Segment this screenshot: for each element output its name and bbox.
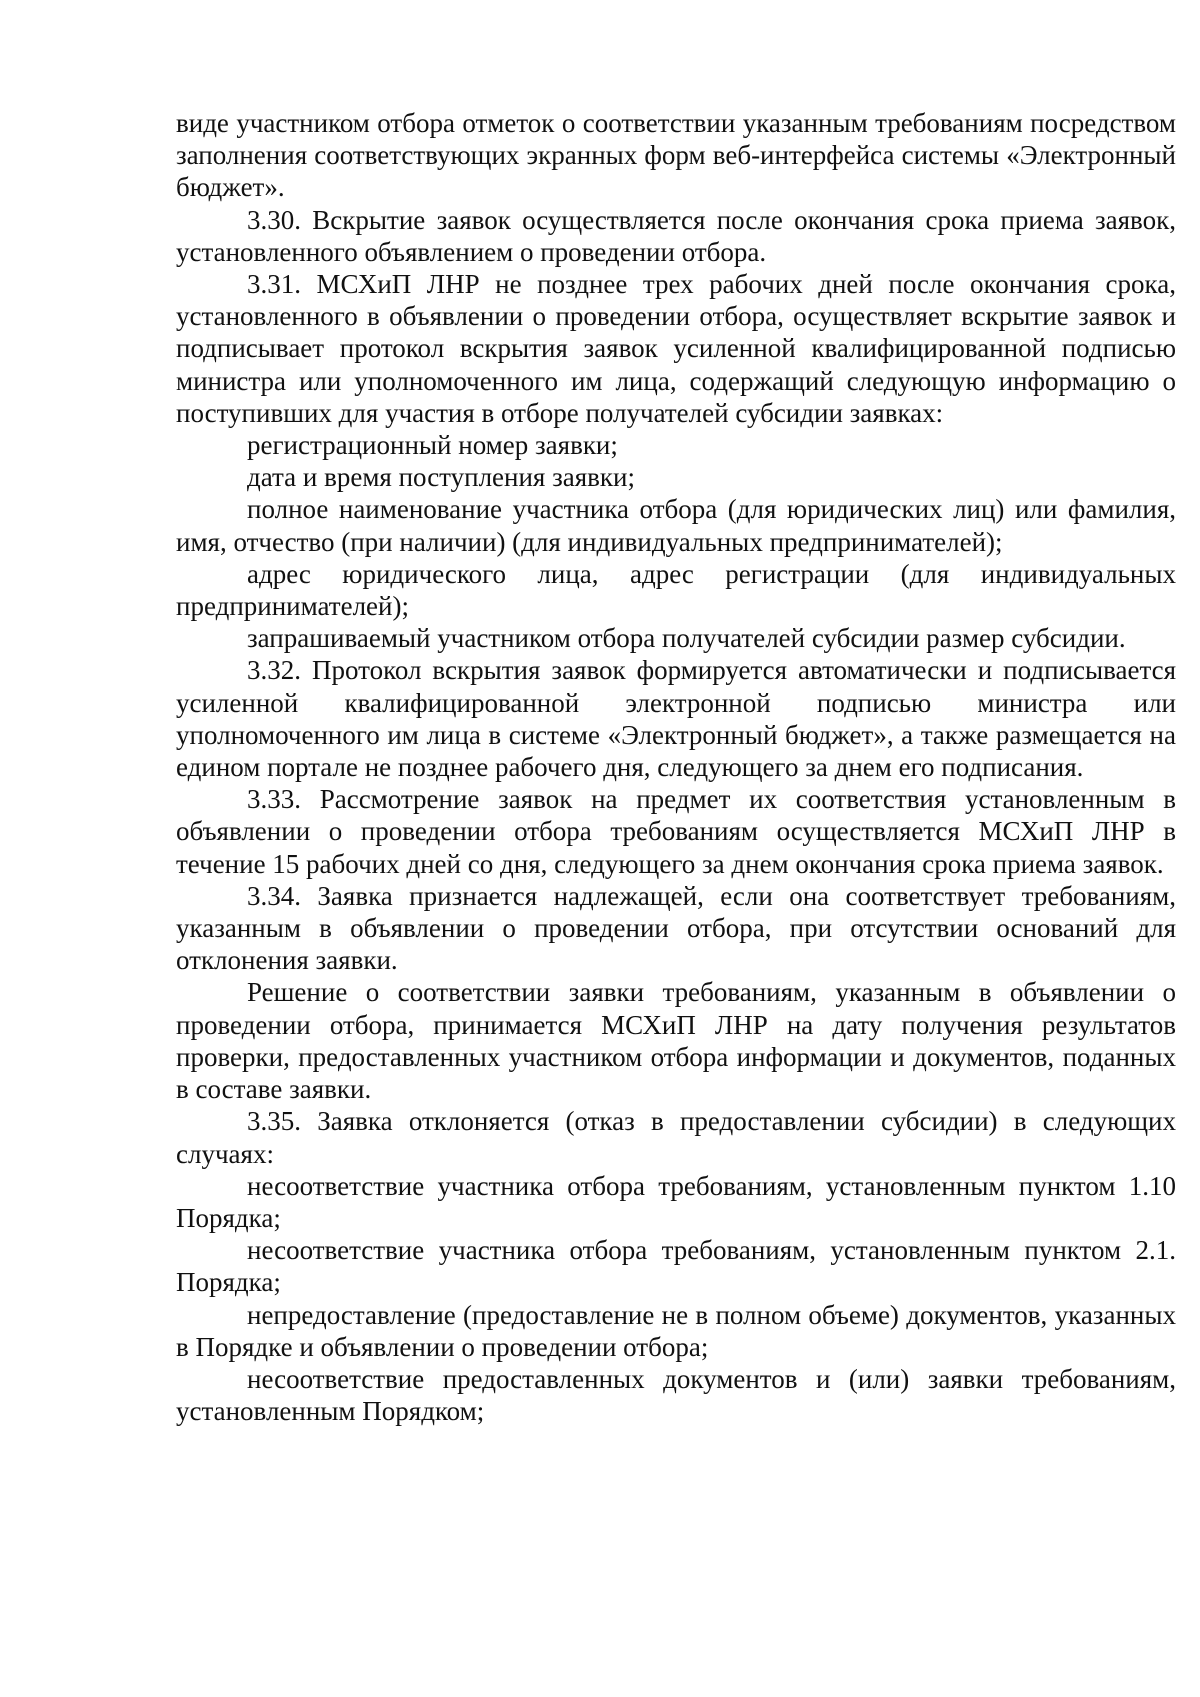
document-page [176,107,1176,1427]
list-item-documents-mismatch: несоответствие предоставленных документов и (или) заявки требованиям, установленным Порядком; [176,1363,1176,1427]
list-item-full-name: полное наименование участника отбора (для юридических лиц) или фамилия, имя, отчество (при наличии) (для индивидуальных предпринимателей); [176,494,1176,557]
list-item-subsidy-amount: запрашиваемый участником отбора получателей субсидии размер субсидии. [247,623,1126,654]
list-item-registration-number: регистрационный номер заявки; [247,430,618,461]
paragraph-3-32: 3.32. Протокол вскрытия заявок формируется автоматически и подписывается усиленной квалифицированной электронной подписью министра или уполномоченного им лица в системе «Электронный бюджет», а также размещается на едином портале не позднее рабочего дня, следующего за днем его подписания. [176,655,1176,783]
list-item-documents-not-provided: непредоставление (предоставление не в полном объеме) документов, указанных в Порядке и объявлении о проведении отбора; [176,1299,1176,1362]
list-item-address: адрес юридического лица, адрес регистрации (для индивидуальных предпринимателей); [176,558,1176,622]
list-item-date-time: дата и время поступления заявки; [247,462,635,493]
paragraph-3-33: 3.33. Рассмотрение заявок на предмет их соответствия установленным в объявлении о проведении отбора требованиям осуществляется МСХиП ЛНР в течение 15 рабочих дней со дня, следующего за днем окончания срока приема заявок. [176,784,1176,879]
list-item-requirements-1-10: несоответствие участника отбора требованиям, установленным пунктом 1.10 Порядка; [176,1170,1176,1233]
paragraph-3-35: 3.35. Заявка отклоняется (отказ в предоставлении субсидии) в следующих случаях: [176,1106,1176,1169]
paragraph-continuation: виде участником отбора отметок о соответствии указанным требованиям посредством заполнения соответствующих экранных форм веб-интерфейса системы «Электронный бюджет». [176,108,1176,203]
paragraph-3-31: 3.31. МСХиП ЛНР не позднее трех рабочих дней после окончания срока, установленного в объявлении о проведении отбора, осуществляет вскрытие заявок и подписывает протокол вскрытия заявок усиленной квалифицированной подписью министра или уполномоченного им лица, содержащий следующую информацию о поступивших для участия в отборе получателей субсидии заявках: [176,269,1176,428]
paragraph-3-30: 3.30. Вскрытие заявок осуществляется после окончания срока приема заявок, установленного объявлением о проведении отбора. [176,204,1176,267]
paragraph-decision: Решение о соответствии заявки требованиям, указанным в объявлении о проведении отбора, принимается МСХиП ЛНР на дату получения результатов проверки, предоставленных участником отбора информации и документов, поданных в составе заявки. [176,977,1176,1105]
paragraph-3-34: 3.34. Заявка признается надлежащей, если она соответствует требованиям, указанным в объявлении о проведении отбора, при отсутствии оснований для отклонения заявки. [176,880,1176,976]
list-item-requirements-2-1: несоответствие участника отбора требованиям, установленным пунктом 2.1. Порядка; [176,1235,1176,1298]
